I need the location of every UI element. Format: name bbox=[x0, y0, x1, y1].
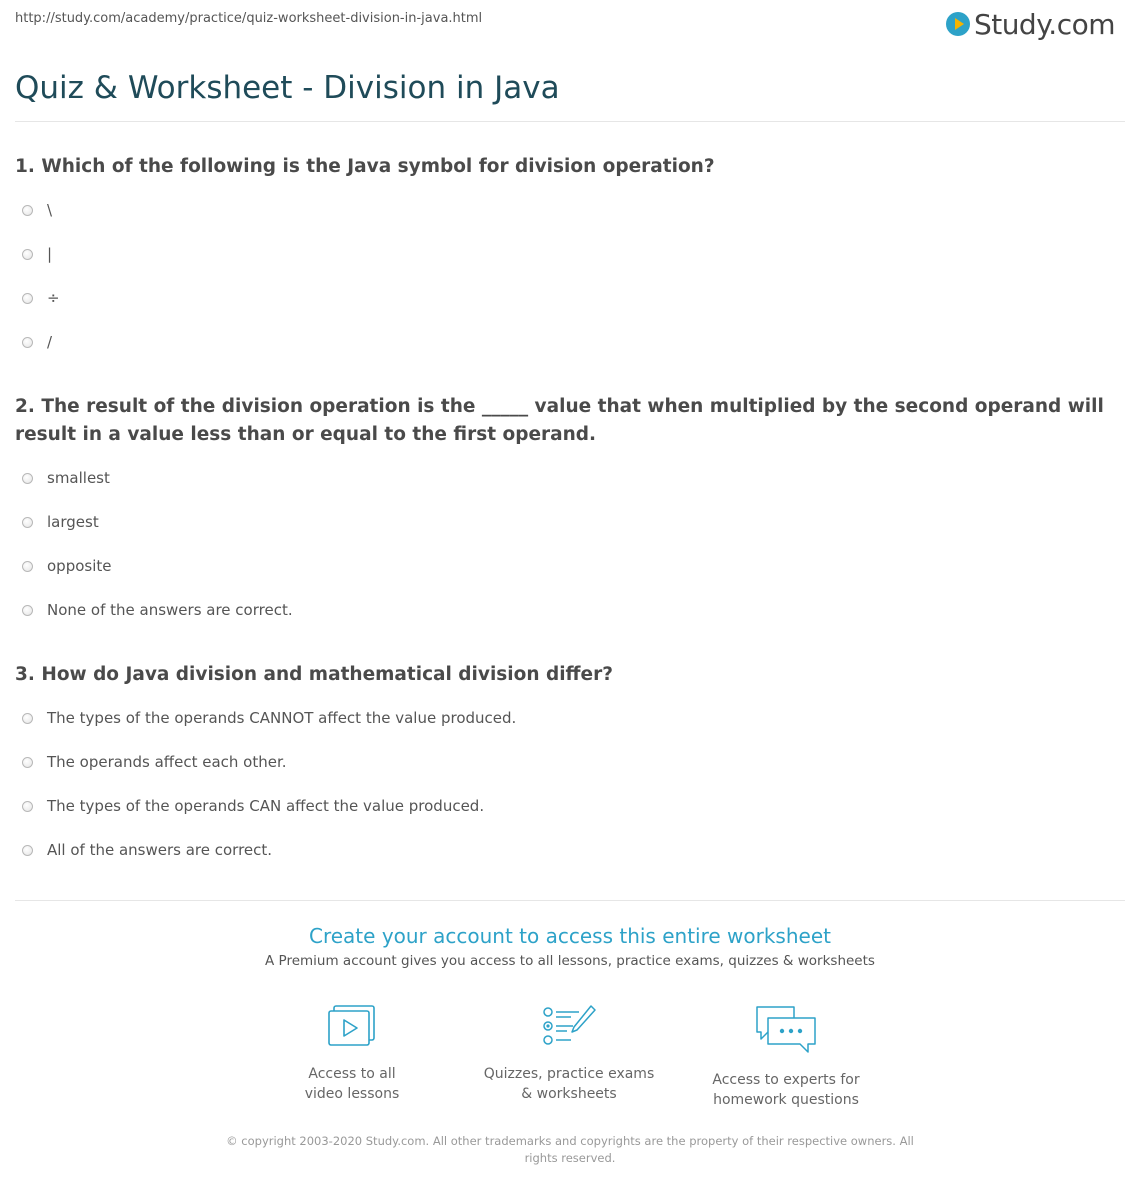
q3-option-1[interactable] bbox=[22, 708, 516, 728]
q1-option-2[interactable] bbox=[22, 244, 52, 264]
question-1: 1. Which of the following is the Java symbol for division operation? bbox=[15, 156, 715, 177]
cta-title[interactable]: Create your account to access this entire worksheet bbox=[309, 924, 831, 948]
option-label: The types of the operands CANNOT affect the value produced. bbox=[47, 709, 517, 727]
option-label: smallest bbox=[47, 469, 110, 487]
radio-button[interactable] bbox=[22, 757, 33, 768]
video-lessons-icon bbox=[326, 1004, 378, 1048]
feature-label: Access to all video lessons bbox=[304, 1066, 400, 1102]
radio-button[interactable] bbox=[22, 293, 33, 304]
study-logo[interactable] bbox=[946, 6, 1115, 42]
q1-option-3[interactable] bbox=[22, 288, 60, 308]
radio-button[interactable] bbox=[22, 337, 33, 348]
radio-button[interactable] bbox=[22, 561, 33, 572]
radio-button[interactable] bbox=[22, 605, 33, 616]
question-3: 3. How do Java division and mathematical division differ? bbox=[15, 664, 613, 685]
q1-option-1[interactable] bbox=[22, 200, 52, 220]
option-label: The operands affect each other. bbox=[47, 753, 287, 771]
q1-option-4[interactable] bbox=[22, 332, 52, 352]
copyright-notice: © copyright 2003-2020 Study.com. All other trademarks and copyrights are the property of their respective owners. All rights reserved. bbox=[226, 1134, 914, 1165]
section-divider bbox=[15, 900, 1125, 901]
option-label: The types of the operands CAN affect the value produced. bbox=[47, 797, 485, 815]
radio-button[interactable] bbox=[22, 517, 33, 528]
q2-option-2[interactable] bbox=[22, 512, 99, 532]
radio-button[interactable] bbox=[22, 249, 33, 260]
quiz-checklist-icon bbox=[541, 1004, 597, 1048]
feature-video-lessons bbox=[252, 1004, 452, 1104]
radio-button[interactable] bbox=[22, 801, 33, 812]
question-2: 2. The result of the division operation is the _____ value that when multiplied by the second operand will result in a value less than or equal to the first operand. bbox=[15, 396, 1104, 445]
feature-quizzes bbox=[469, 1004, 669, 1104]
q3-option-4[interactable] bbox=[22, 840, 272, 860]
play-circle-icon bbox=[946, 12, 970, 36]
option-label: ÷ bbox=[47, 289, 60, 307]
chat-bubbles-icon bbox=[754, 1004, 818, 1054]
logo-text: Study.com bbox=[973, 7, 1115, 41]
feature-experts bbox=[686, 1004, 886, 1110]
q3-option-2[interactable] bbox=[22, 752, 287, 772]
radio-button[interactable] bbox=[22, 845, 33, 856]
q3-option-3[interactable] bbox=[22, 796, 484, 816]
radio-button[interactable] bbox=[22, 713, 33, 724]
option-label: / bbox=[47, 333, 53, 351]
option-label: \ bbox=[47, 201, 53, 219]
q2-option-1[interactable] bbox=[22, 468, 110, 488]
option-label: opposite bbox=[47, 557, 112, 575]
radio-button[interactable] bbox=[22, 205, 33, 216]
option-label: All of the answers are correct. bbox=[47, 841, 273, 859]
q2-option-4[interactable] bbox=[22, 600, 293, 620]
radio-button[interactable] bbox=[22, 473, 33, 484]
q2-option-3[interactable] bbox=[22, 556, 112, 576]
option-label: None of the answers are correct. bbox=[47, 601, 293, 619]
page-title: Quiz & Worksheet - Division in Java bbox=[15, 70, 560, 106]
page-url: http://study.com/academy/practice/quiz-worksheet-division-in-java.html bbox=[15, 11, 483, 26]
option-label: largest bbox=[47, 513, 99, 531]
cta-subtitle: A Premium account gives you access to all lessons, practice exams, quizzes & worksheets bbox=[265, 953, 875, 969]
feature-label: Access to experts for homework questions bbox=[712, 1072, 860, 1108]
option-label: | bbox=[47, 245, 53, 263]
title-divider bbox=[15, 121, 1125, 122]
feature-label: Quizzes, practice exams & worksheets bbox=[483, 1066, 655, 1102]
